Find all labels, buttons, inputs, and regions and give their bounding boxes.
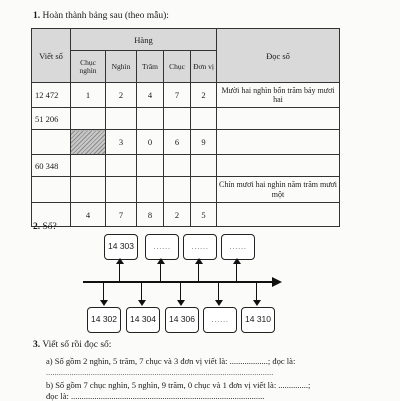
bottom-box: 14 306 bbox=[165, 307, 199, 333]
tick-down bbox=[256, 282, 257, 302]
header-nghin: Nghìn bbox=[106, 51, 137, 83]
header-tram: Trăm bbox=[137, 51, 164, 83]
cell-digit: 2 bbox=[164, 203, 191, 227]
cell-digit[interactable] bbox=[137, 108, 164, 130]
blank-dots: ...... bbox=[191, 241, 209, 251]
question-1-heading bbox=[33, 11, 169, 21]
top-box-blank[interactable] bbox=[221, 234, 255, 260]
cell-digit: 8 bbox=[137, 203, 164, 227]
header-hang: Hàng bbox=[71, 29, 217, 51]
question-3a: a) Số gồm 2 nghìn, 5 trăm, 7 chục và 3 đơn vị viết là: ..................; đọc là: bbox=[46, 356, 296, 366]
cell-digit[interactable] bbox=[191, 155, 217, 177]
cell-digit: 6 bbox=[164, 130, 191, 155]
arrow-down-icon bbox=[177, 300, 185, 306]
cell-digit: 2 bbox=[106, 83, 137, 108]
question-2-heading bbox=[33, 222, 57, 232]
cell-reading[interactable] bbox=[217, 155, 340, 177]
cell-digit: 7 bbox=[106, 203, 137, 227]
cell-number[interactable] bbox=[32, 177, 71, 203]
arrow-down-icon bbox=[215, 300, 223, 306]
blank-dots: ...... bbox=[153, 241, 171, 251]
cell-digit: 3 bbox=[106, 130, 137, 155]
question-3-text: Viết số rồi đọc số: bbox=[42, 340, 112, 350]
cell-digit: 4 bbox=[71, 203, 106, 227]
cell-number: 51 206 bbox=[32, 108, 71, 130]
tick-up bbox=[198, 262, 199, 281]
bottom-box: 14 310 bbox=[241, 307, 275, 333]
arrow-down-icon bbox=[253, 300, 261, 306]
table-row bbox=[32, 108, 340, 130]
question-3b: b) Số gồm 7 chục nghìn, 5 nghìn, 9 trăm, 0 chục và 1 đơn vị viết là: ..............; bbox=[46, 380, 311, 390]
question-1-number: 1. bbox=[33, 11, 41, 21]
cell-digit[interactable] bbox=[191, 177, 217, 203]
cell-digit[interactable] bbox=[71, 155, 106, 177]
bottom-box: 14 302 bbox=[87, 307, 121, 333]
tick-down bbox=[180, 282, 181, 302]
bottom-box-blank[interactable] bbox=[203, 307, 237, 333]
cell-digit: 7 bbox=[164, 83, 191, 108]
cell-digit[interactable] bbox=[71, 108, 106, 130]
tick-down bbox=[103, 282, 104, 302]
cell-digit[interactable] bbox=[106, 155, 137, 177]
cell-digit: 5 bbox=[191, 203, 217, 227]
cell-digit[interactable] bbox=[164, 177, 191, 203]
cell-digit[interactable] bbox=[137, 155, 164, 177]
tick-up bbox=[236, 262, 237, 281]
cell-digit: 0 bbox=[137, 130, 164, 155]
bottom-box: 14 304 bbox=[126, 307, 160, 333]
cell-reading: Mười hai nghìn bốn trăm bảy mươi hai bbox=[217, 83, 340, 108]
top-box-blank[interactable] bbox=[183, 234, 217, 260]
table-row bbox=[32, 155, 340, 177]
question-2-number: 2. bbox=[33, 222, 41, 232]
header-viet-so: Viết số bbox=[32, 29, 71, 83]
cell-digit: 9 bbox=[191, 130, 217, 155]
cell-digit[interactable] bbox=[191, 108, 217, 130]
arrow-up-icon bbox=[233, 258, 241, 264]
cell-number[interactable] bbox=[32, 130, 71, 155]
table-row bbox=[32, 203, 340, 227]
cell-digit-shaded bbox=[71, 130, 106, 155]
cell-digit[interactable] bbox=[106, 108, 137, 130]
top-box-blank[interactable] bbox=[145, 234, 179, 260]
cell-digit: 2 bbox=[191, 83, 217, 108]
header-chuc: Chục bbox=[164, 51, 191, 83]
cell-number: 60 348 bbox=[32, 155, 71, 177]
question-1-text: Hoàn thành bảng sau (theo mẫu): bbox=[42, 11, 169, 21]
cell-reading: Chín mươi hai nghìn năm trăm mươi một bbox=[217, 177, 340, 203]
header-chuc-nghin: Chục nghìn bbox=[71, 51, 106, 83]
arrow-up-icon bbox=[157, 258, 165, 264]
cell-digit[interactable] bbox=[71, 177, 106, 203]
cell-digit[interactable] bbox=[106, 177, 137, 203]
header-don-vi: Đơn vị bbox=[191, 51, 217, 83]
cell-digit: 1 bbox=[71, 83, 106, 108]
blank-dots: ...... bbox=[211, 314, 229, 324]
blank-dots: ...... bbox=[229, 241, 247, 251]
tick-down bbox=[141, 282, 142, 302]
question-3b-answer-line[interactable]: đọc là: ........................................................................................... bbox=[46, 391, 265, 401]
header-doc-so: Đọc số bbox=[217, 29, 340, 83]
arrow-right-icon bbox=[272, 277, 282, 287]
table-row bbox=[32, 83, 340, 108]
cell-digit[interactable] bbox=[164, 108, 191, 130]
cell-digit: 4 bbox=[137, 83, 164, 108]
cell-digit[interactable] bbox=[164, 155, 191, 177]
place-value-table bbox=[31, 28, 340, 227]
tick-up bbox=[160, 262, 161, 281]
cell-reading[interactable] bbox=[217, 203, 340, 227]
question-3-heading bbox=[33, 340, 111, 350]
table-row bbox=[32, 177, 340, 203]
question-2-text: Số? bbox=[42, 222, 57, 232]
tick-up bbox=[119, 262, 120, 281]
question-3a-answer-line[interactable]: ........................................................................................................... bbox=[46, 367, 274, 377]
tick-down bbox=[218, 282, 219, 302]
cell-number: 12 472 bbox=[32, 83, 71, 108]
arrow-up-icon bbox=[195, 258, 203, 264]
cell-reading[interactable] bbox=[217, 108, 340, 130]
cell-digit[interactable] bbox=[137, 177, 164, 203]
arrow-down-icon bbox=[138, 300, 146, 306]
cell-reading[interactable] bbox=[217, 130, 340, 155]
top-box: 14 303 bbox=[104, 234, 138, 260]
question-3-number: 3. bbox=[33, 340, 41, 350]
arrow-down-icon bbox=[100, 300, 108, 306]
arrow-up-icon bbox=[116, 258, 124, 264]
table-row bbox=[32, 130, 340, 155]
